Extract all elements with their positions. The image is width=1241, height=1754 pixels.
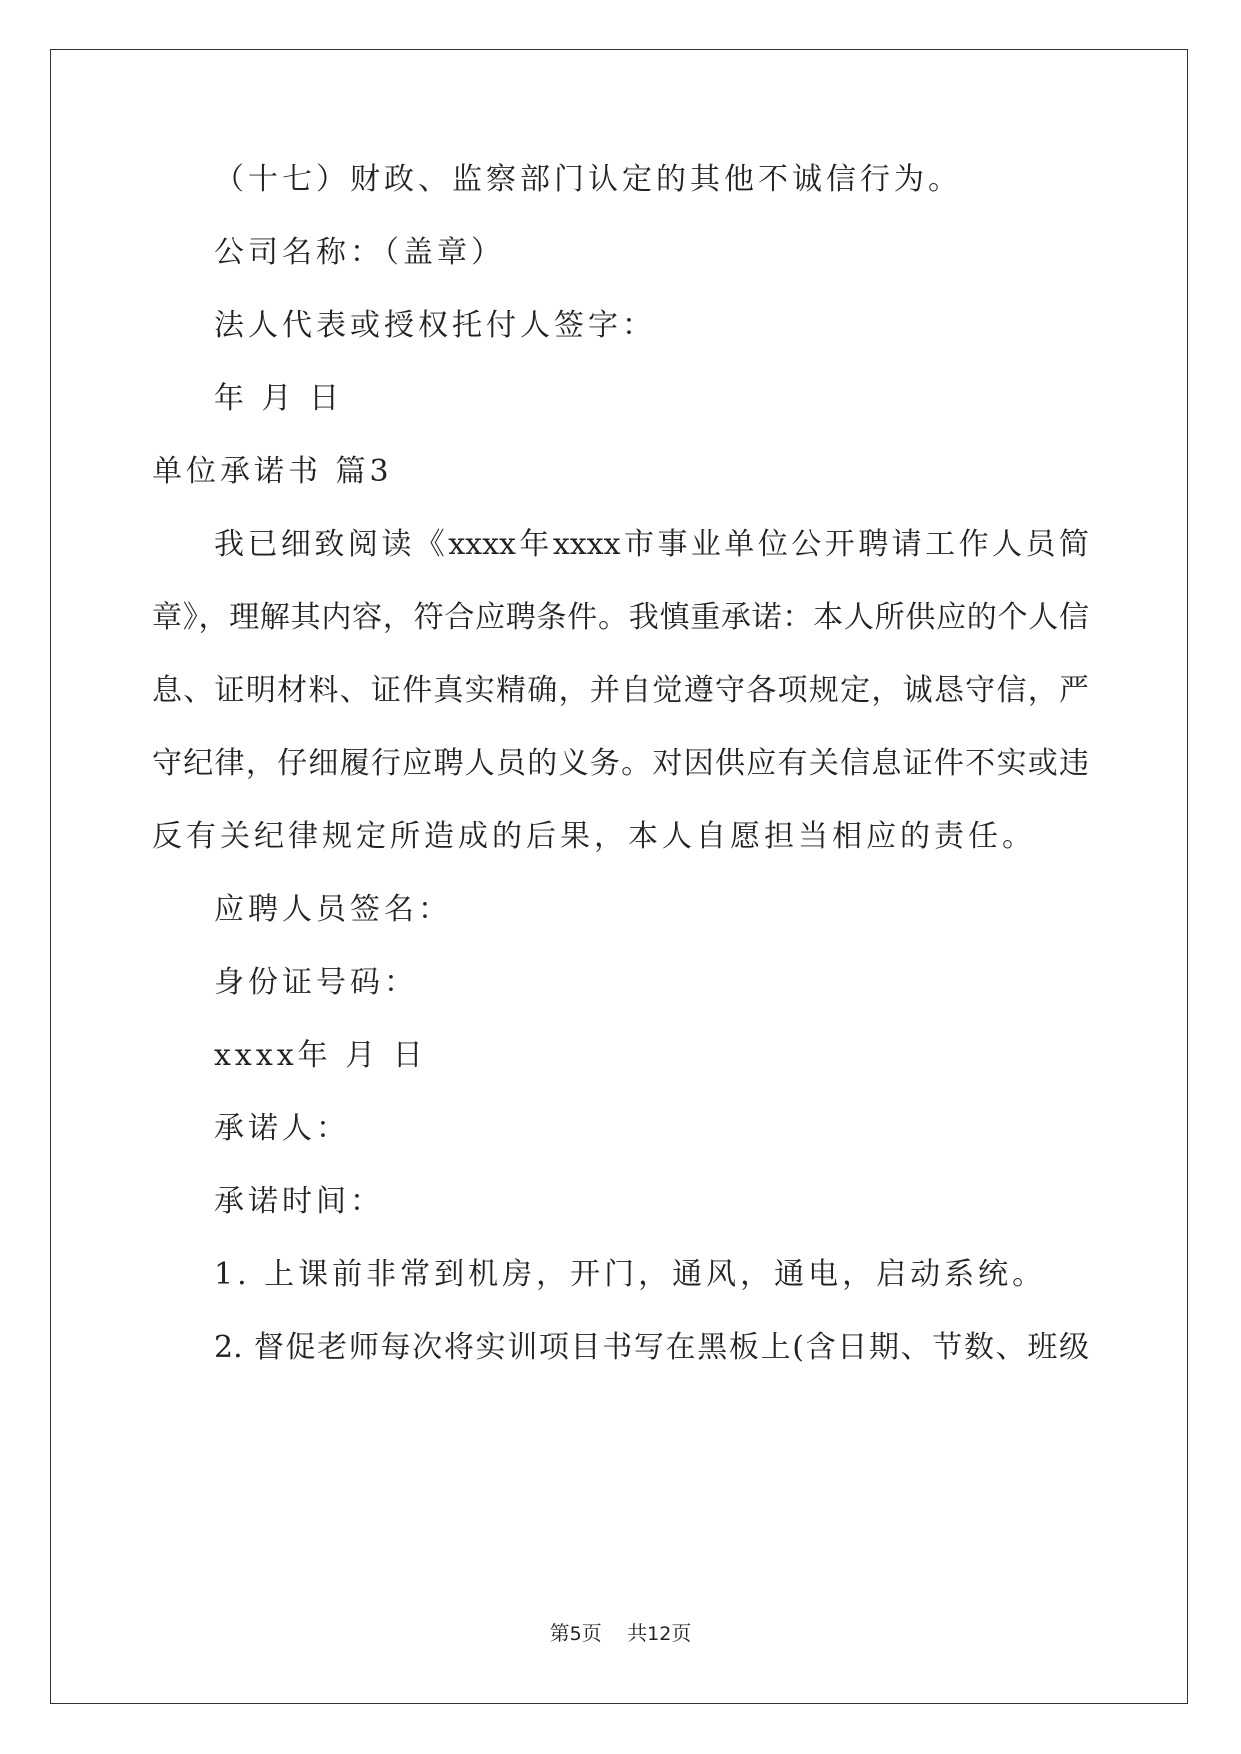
paragraph-line: 年 月 日: [214, 381, 344, 416]
paragraph-line: 守纪律，仔细履行应聘人员的义务。对因供应有关信息证件不实或违: [152, 746, 1089, 781]
list-item: 2. 督促老师每次将实训项目书写在黑板上(含日期、节数、班级: [214, 1330, 1089, 1365]
total-suffix: 页: [671, 1621, 692, 1645]
total-prefix: 共: [627, 1621, 648, 1645]
paragraph-line: （十七）财政、监察部门认定的其他不诚信行为。: [214, 162, 962, 197]
page-prefix: 第: [549, 1621, 570, 1645]
page-number: 5: [569, 1623, 582, 1645]
paragraph-line: 章》，理解其内容，符合应聘条件。我慎重承诺：本人所供应的个人信: [152, 600, 1089, 635]
paragraph-line: 我已细致阅读《xxxx年xxxx市事业单位公开聘请工作人员简: [214, 527, 1089, 562]
date-line: xxxx年 月 日: [214, 1038, 427, 1073]
signature-label: 应聘人员签名：: [214, 892, 452, 927]
promise-time-label: 承诺时间：: [214, 1184, 384, 1219]
page-suffix: 页: [581, 1621, 602, 1645]
paragraph-line: 反有关纪律规定所造成的后果，本人自愿担当相应的责任。: [152, 819, 1036, 854]
page-border: [50, 49, 1188, 1704]
id-number-label: 身份证号码：: [214, 965, 418, 1000]
section-heading: 单位承诺书 篇3: [152, 454, 393, 489]
total-pages: 12: [647, 1623, 672, 1645]
paragraph-line: 息、证明材料、证件真实精确，并自觉遵守各项规定，诚恳守信，严: [152, 673, 1089, 708]
paragraph-line: 法人代表或授权托付人签字：: [214, 308, 656, 343]
list-item: 1. 上课前非常到机房，开门，通风，通电，启动系统。: [214, 1257, 1047, 1292]
paragraph-line: 公司名称：（盖章）: [214, 235, 505, 270]
promisor-label: 承诺人：: [214, 1111, 350, 1146]
page-footer: [0, 1620, 1241, 1647]
